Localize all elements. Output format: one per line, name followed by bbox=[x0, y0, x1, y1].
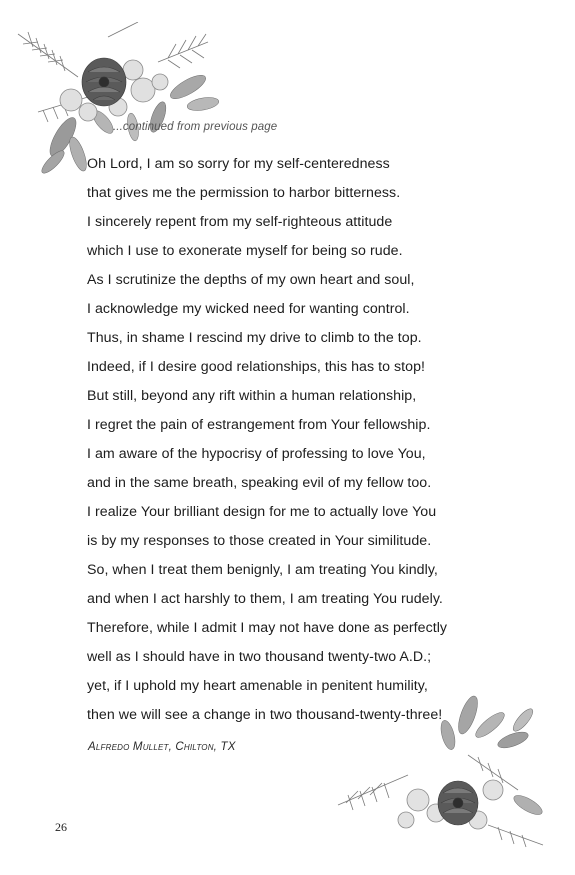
poem-line: Indeed, if I desire good relationships, this has to stop! bbox=[87, 359, 426, 375]
poem-line: I acknowledge my wicked need for wanting control. bbox=[87, 301, 410, 317]
continued-note: ...continued from previous page bbox=[113, 121, 278, 133]
poem-line: yet, if I uphold my heart amenable in penitent humility, bbox=[87, 678, 428, 694]
poem-line: then we will see a change in two thousand-twenty-three! bbox=[87, 707, 443, 723]
poem-line: Oh Lord, I am so sorry for my self-centeredness bbox=[87, 156, 390, 172]
poem-line: But still, beyond any rift within a human relationship, bbox=[87, 388, 417, 404]
poem-line: As I scrutinize the depths of my own heart and soul, bbox=[87, 272, 415, 288]
poem-line: that gives me the permission to harbor bitterness. bbox=[87, 185, 401, 201]
page-number: 26 bbox=[55, 820, 67, 834]
author-attribution: Alfredo Mullet, Chilton, TX bbox=[88, 741, 236, 753]
poem-line: I regret the pain of estrangement from Your fellowship. bbox=[87, 417, 431, 433]
poem bbox=[87, 150, 507, 730]
poem-line: which I use to exonerate myself for being so rude. bbox=[87, 243, 403, 259]
poem-line: I sincerely repent from my self-righteous attitude bbox=[87, 214, 393, 230]
poem-line: I am aware of the hypocrisy of professing to love You, bbox=[87, 446, 426, 462]
poem-line: Therefore, while I admit I may not have done as perfectly bbox=[87, 620, 448, 636]
poem-line: and in the same breath, speaking evil of my fellow too. bbox=[87, 475, 432, 491]
poem-line: So, when I treat them benignly, I am treating You kindly, bbox=[87, 562, 438, 578]
floral-pinecone-icon bbox=[318, 695, 558, 855]
poem-line: I realize Your brilliant design for me to actually love You bbox=[87, 504, 437, 520]
poem-line: is by my responses to those created in Your similitude. bbox=[87, 533, 432, 549]
poem-line: well as I should have in two thousand twenty-two A.D.; bbox=[87, 649, 432, 665]
poem-line: and when I act harshly to them, I am treating You rudely. bbox=[87, 591, 443, 607]
poem-line: Thus, in shame I rescind my drive to climb to the top. bbox=[87, 330, 422, 346]
